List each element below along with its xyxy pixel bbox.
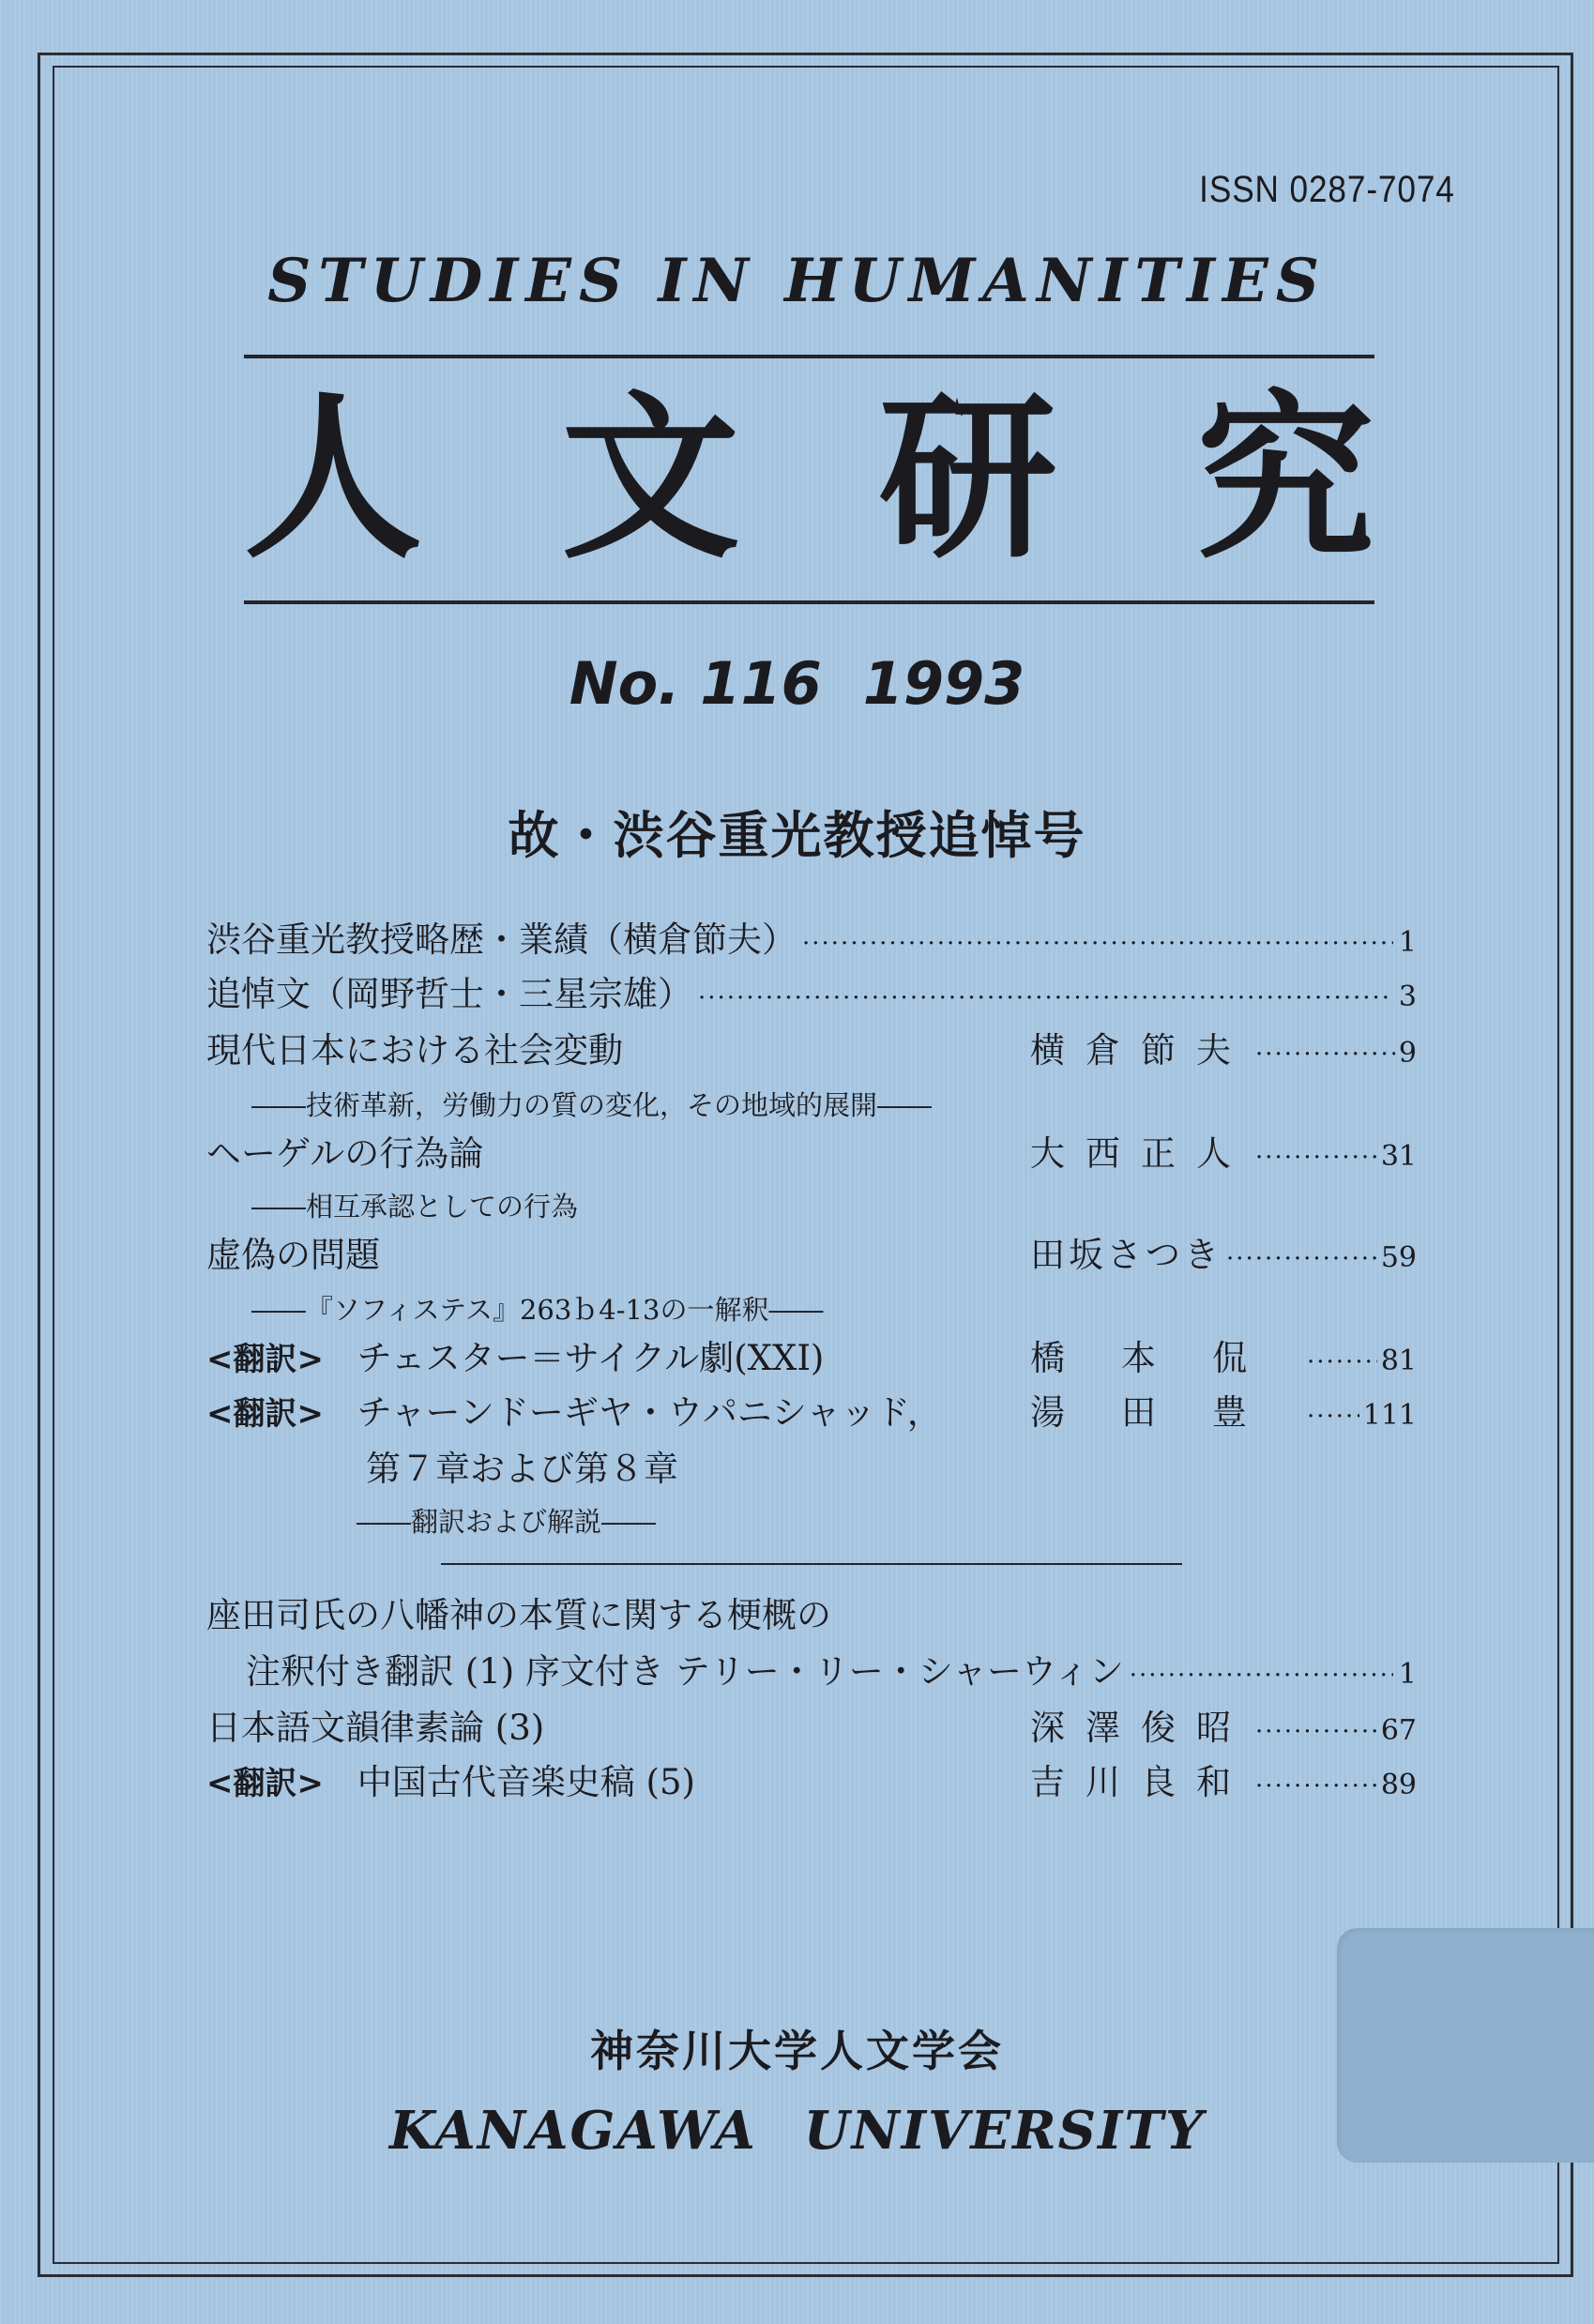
toc-page: 1	[1398, 926, 1417, 959]
leader-dots	[698, 976, 1393, 1021]
toc-title: チェスター＝サイクル劇(XXI)	[357, 1338, 825, 1378]
toc-author-row	[1030, 1336, 1417, 1385]
toc-title: 座田司氏の八幡神の本質に関する梗概の	[206, 1595, 831, 1635]
toc-author: 横倉節夫	[1030, 1030, 1252, 1071]
toc-entry	[246, 1649, 1417, 1698]
toc-author-row	[1030, 1760, 1417, 1809]
toc-page: 9	[1398, 1037, 1417, 1070]
publisher-name-japanese: 神奈川大学人文学会	[590, 2026, 1004, 2076]
toc-author: 田坂さつき	[1030, 1235, 1222, 1275]
toc-author-row	[1030, 1233, 1417, 1282]
translation-tag: <翻訳>	[206, 1765, 324, 1802]
leader-dots	[1255, 1764, 1377, 1809]
toc-author: 深澤俊昭	[1030, 1708, 1252, 1748]
toc-title: 現代日本における社会変動	[206, 1030, 623, 1071]
toc-author: 大西正人	[1030, 1133, 1252, 1174]
leader-dots	[1255, 1032, 1395, 1077]
toc-title: チャーンドーギヤ・ウパニシャッド，	[357, 1392, 942, 1433]
toc-page: 89	[1380, 1769, 1417, 1801]
toc-title: 虚偽の問題	[206, 1235, 380, 1275]
toc-author-row	[1030, 1028, 1417, 1077]
publisher-en-word: UNIVERSITY	[803, 2100, 1205, 2162]
title-char: 文	[561, 373, 740, 583]
leader-dots	[1255, 1709, 1377, 1754]
leader-dots	[802, 921, 1393, 966]
leader-dots	[1255, 1135, 1377, 1180]
toc-page: 3	[1398, 980, 1417, 1013]
title-char: 究	[1195, 373, 1374, 583]
toc-page: 67	[1380, 1714, 1417, 1747]
toc-title: 追悼文（岡野哲士・三星宗雄）	[206, 974, 692, 1014]
toc-subtitle: ――『ソフィステス』263ｂ4-13の一解釈――	[251, 1294, 824, 1326]
toc-author-row	[1030, 1390, 1417, 1439]
toc-title: 中国古代音楽史稿 (5)	[357, 1762, 695, 1802]
toc-title: ヘーゲルの行為論	[206, 1133, 484, 1174]
title-rule-top	[244, 355, 1374, 358]
special-issue-title: 故・渋谷重光教授追悼号	[508, 806, 1086, 865]
toc-page: 59	[1380, 1241, 1417, 1274]
series-title-english: STUDIES IN HUMANITIES	[267, 246, 1327, 316]
leader-dots	[1130, 1653, 1393, 1698]
publisher-en-word: KANAGAWA	[389, 2100, 757, 2162]
leader-dots	[1307, 1340, 1377, 1385]
toc-subtitle: ――翻訳および解説――	[357, 1506, 657, 1538]
leader-dots	[1307, 1394, 1359, 1439]
translation-tag: <翻訳>	[206, 1341, 324, 1378]
title-char: 研	[878, 373, 1057, 583]
issue-line	[0, 649, 1594, 718]
journal-title	[244, 373, 1374, 583]
title-rule-bottom	[244, 600, 1374, 604]
toc-page: 81	[1380, 1344, 1417, 1377]
issue-year: 1993	[862, 649, 1025, 718]
toc-subtitle: ――相互承認としての行為	[251, 1191, 579, 1223]
toc-title: 渋谷重光教授略歴・業績（横倉節夫）	[206, 919, 797, 960]
toc-page: 1	[1398, 1658, 1417, 1691]
title-char: 人	[244, 373, 423, 583]
toc-title: 日本語文韻律素論 (3)	[206, 1708, 545, 1748]
toc-entry	[206, 1760, 695, 1806]
toc-title-line2: 注釈付き翻訳 (1) 序文付き テリー・リー・シャーウィン	[246, 1651, 1124, 1692]
toc-page: 31	[1380, 1140, 1417, 1173]
toc-subtitle: ――技術革新，労働力の質の変化，その地域的展開――	[251, 1089, 933, 1121]
toc-page: 111	[1362, 1399, 1417, 1432]
toc-entry	[206, 918, 1417, 966]
translation-tag: <翻訳>	[206, 1395, 324, 1433]
toc-author: 吉川良和	[1030, 1762, 1252, 1802]
toc-entry	[206, 1390, 942, 1436]
issue-number: No. 116	[569, 649, 822, 718]
issn-number: ISSN 0287-7074	[1199, 169, 1455, 210]
leader-dots	[1226, 1237, 1377, 1282]
toc-title-line2: 第７章および第８章	[366, 1449, 678, 1489]
toc-entry	[206, 1336, 824, 1382]
toc-entry	[206, 972, 1417, 1021]
publisher-name-english	[0, 2100, 1594, 2162]
toc-author-row	[1030, 1706, 1417, 1754]
toc-author-row	[1030, 1132, 1417, 1180]
section-divider	[441, 1563, 1182, 1565]
toc-author: 橋本侃	[1030, 1338, 1303, 1378]
toc-author: 湯田豊	[1030, 1392, 1303, 1433]
